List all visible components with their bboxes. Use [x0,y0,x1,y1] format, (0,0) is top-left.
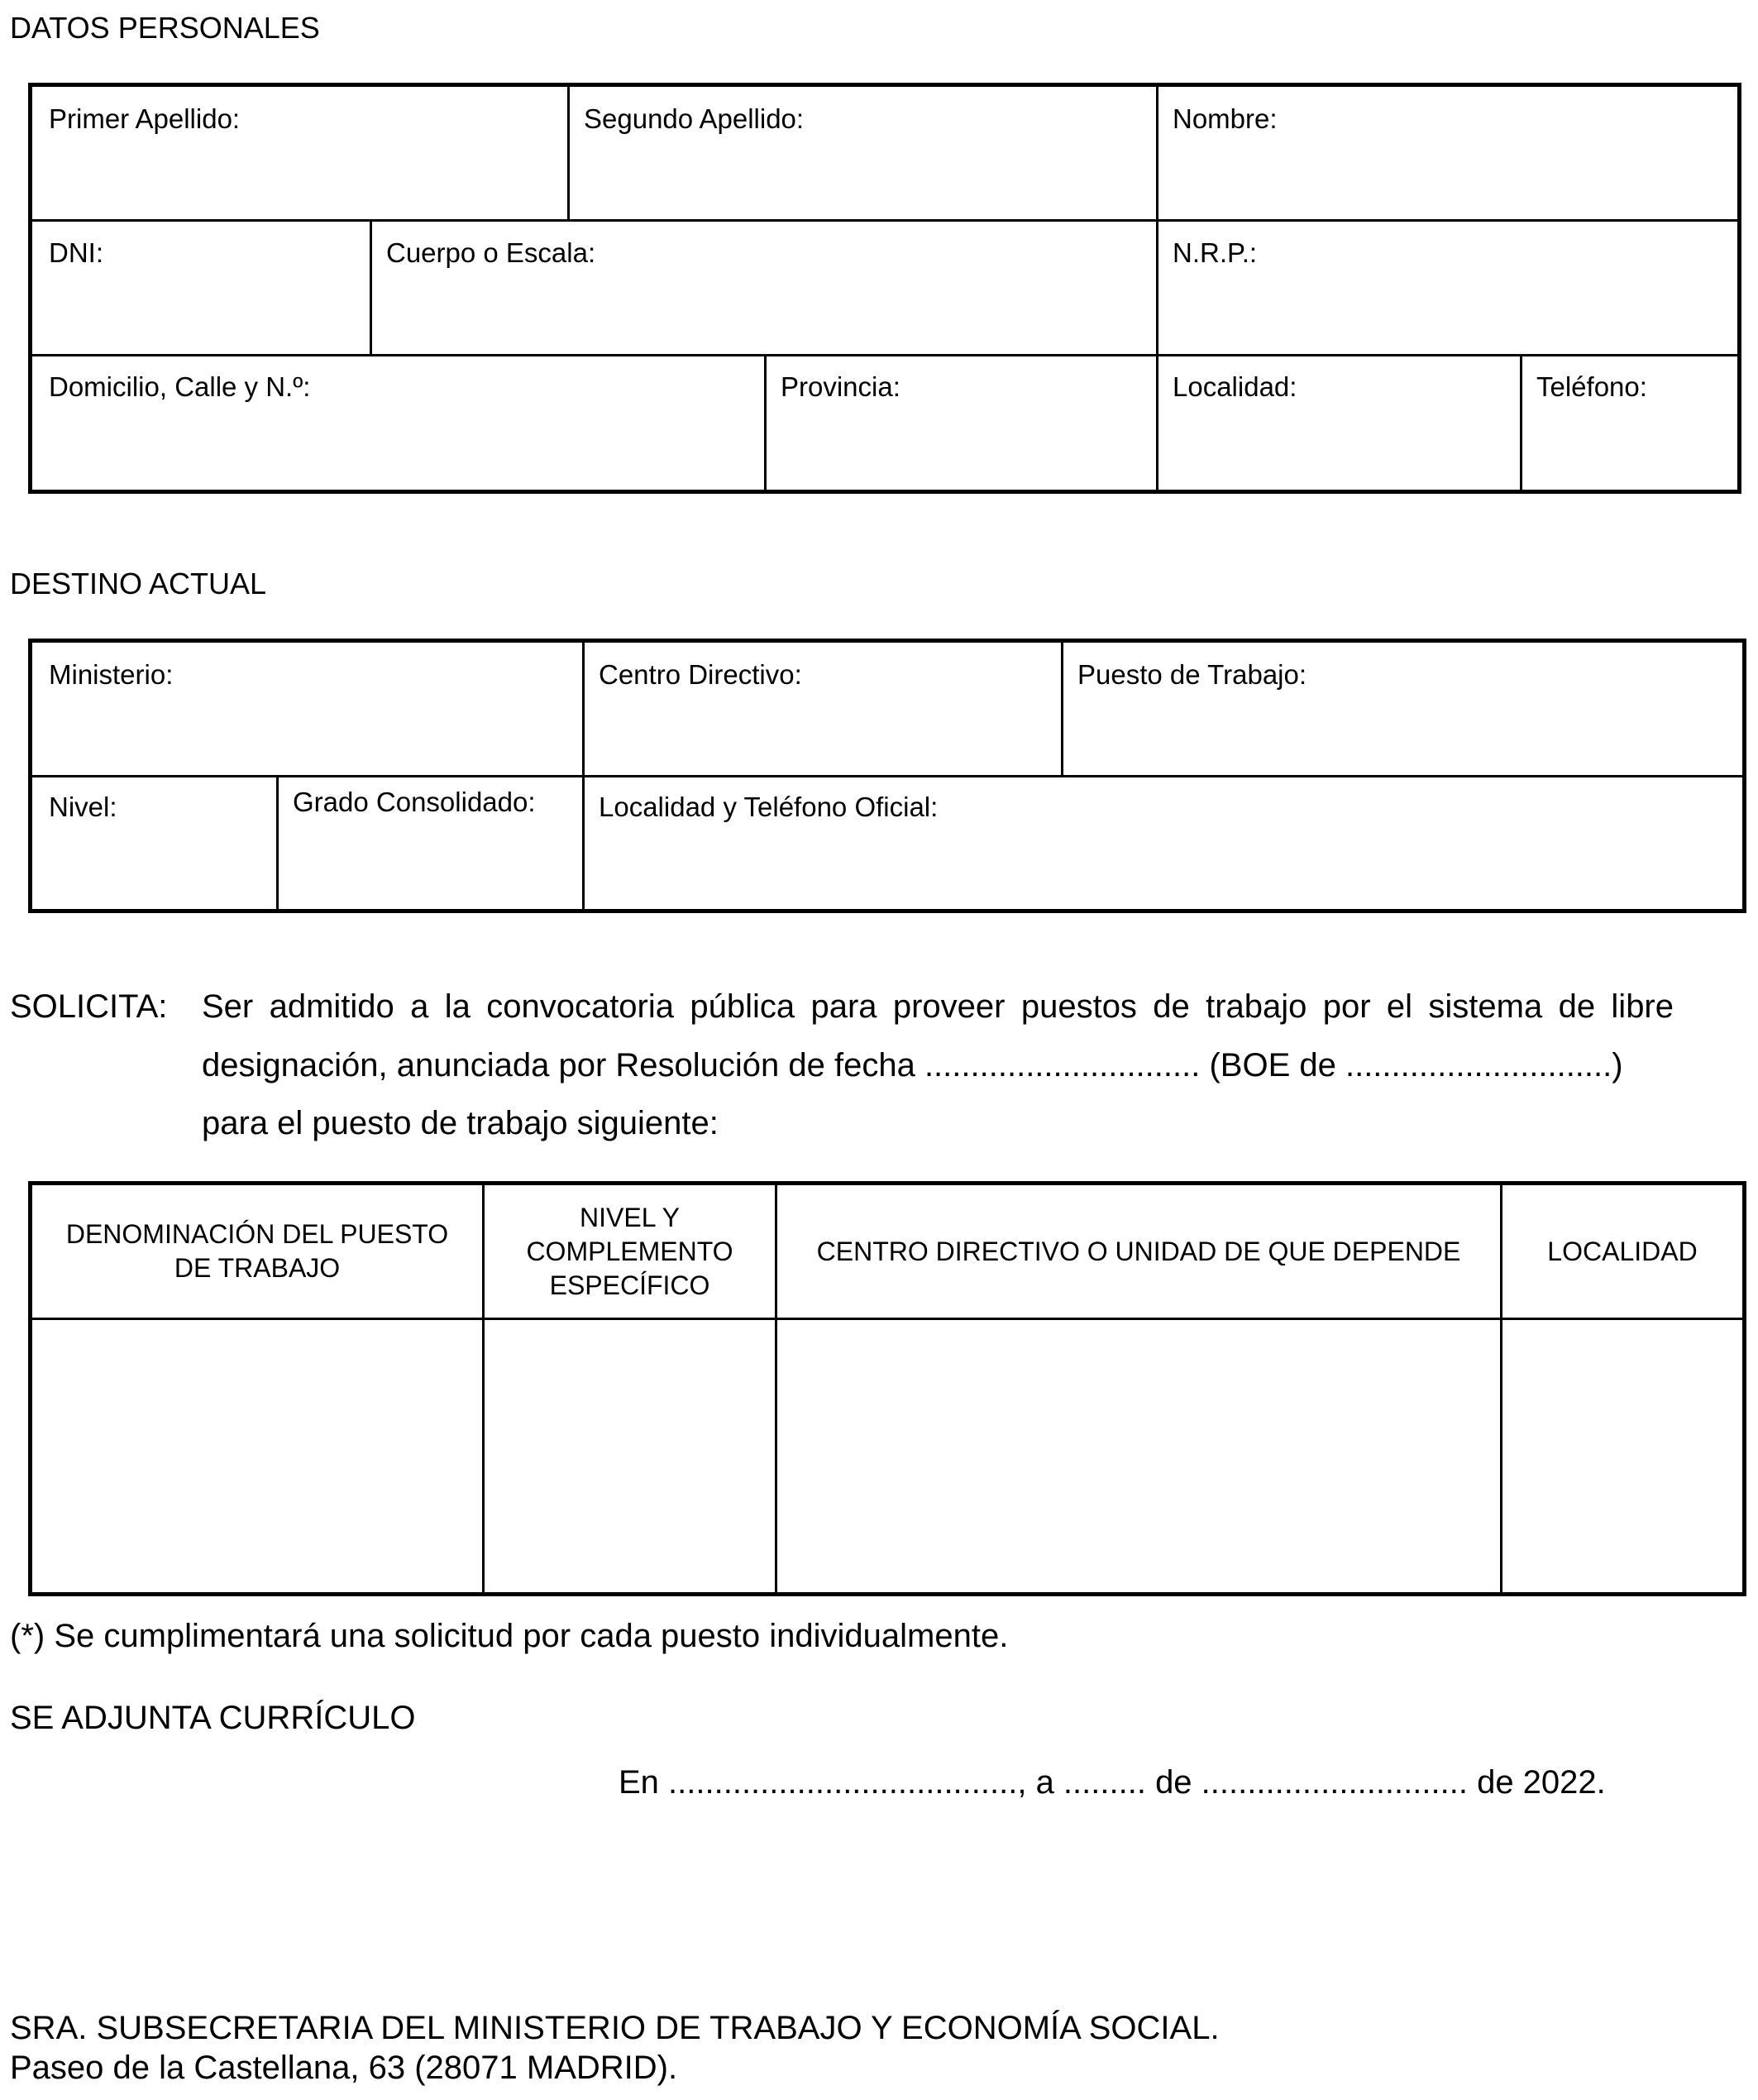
column-header-denominacion: DENOMINACIÓN DEL PUESTO DE TRABAJO [65,1219,449,1283]
row-divider [32,354,1737,356]
field-primer-apellido[interactable]: Primer Apellido: [49,103,241,134]
field-segundo-apellido[interactable]: Segundo Apellido: [584,103,805,134]
field-dni[interactable]: DNI: [49,237,103,268]
solicita-label: SOLICITA: [10,988,168,1025]
table-cell-centro-directivo[interactable] [777,1320,1500,1592]
table-cell-denominacion[interactable] [32,1320,482,1592]
cell-divider [582,643,585,909]
cell-divider [276,777,279,909]
column-header-centro-directivo: CENTRO DIRECTIVO O UNIDAD DE QUE DEPENDE [816,1236,1461,1266]
field-ministerio[interactable]: Ministerio: [49,659,174,690]
field-nrp[interactable]: N.R.P.: [1173,237,1258,268]
field-domicilio[interactable]: Domicilio, Calle y N.º: [49,371,311,402]
row-divider [32,775,1742,777]
column-header-localidad: LOCALIDAD [1547,1236,1698,1266]
table-cell-nivel-complemento[interactable] [485,1320,775,1592]
field-localidad-telefono-oficial[interactable]: Localidad y Teléfono Oficial: [599,792,939,822]
field-cuerpo-escala[interactable]: Cuerpo o Escala: [386,237,596,268]
cell-divider [1156,87,1158,490]
field-puesto-trabajo[interactable]: Puesto de Trabajo: [1077,659,1307,690]
field-centro-directivo[interactable]: Centro Directivo: [599,659,802,690]
field-telefono[interactable]: Teléfono: [1536,371,1647,402]
field-grado-consolidado[interactable]: Grado Consolidado: [293,787,536,817]
addressee-line-2: Paseo de la Castellana, 63 (28071 MADRID). [10,2050,678,2086]
section-heading-datos-personales: DATOS PERSONALES [10,11,320,45]
footnote: (*) Se cumplimentará una solicitud por cada puesto individualmente. [10,1618,1009,1654]
section-heading-destino-actual: DESTINO ACTUAL [10,567,267,600]
current-post-form [28,639,1746,913]
cell-divider [1520,356,1522,490]
solicita-text-line-1: Ser admitido a la convocatoria pública para proveer puestos de trabajo por el sistema de libre [202,988,1674,1025]
requested-posts-table [28,1181,1746,1596]
field-nombre[interactable]: Nombre: [1173,103,1278,134]
cell-divider [370,221,372,356]
solicita-text-line-2: designación, anunciada por Resolución de fecha .............................. (BOE de .............................) [202,1047,1623,1083]
table-cell-localidad[interactable] [1502,1320,1742,1592]
field-localidad[interactable]: Localidad: [1173,371,1297,402]
cell-divider [567,87,570,221]
curriculo-notice: SE ADJUNTA CURRÍCULO [10,1700,416,1736]
solicita-text-line-3: para el puesto de trabajo siguiente: [202,1105,719,1141]
column-header-nivel-complemento: NIVEL Y COMPLEMENTO ESPECÍFICO [526,1202,733,1300]
addressee-line-1: SRA. SUBSECRETARIA DEL MINISTERIO DE TRABAJO Y ECONOMÍA SOCIAL. [10,2010,1220,2046]
cell-divider [764,356,767,490]
personal-data-form [28,83,1741,494]
row-divider [32,219,1737,222]
cell-divider [1061,643,1063,777]
date-place-line: En ......................................, a ......... de ............................. de 2022. [619,1764,1606,1801]
field-nivel[interactable]: Nivel: [49,792,117,822]
field-provincia[interactable]: Provincia: [781,371,900,402]
